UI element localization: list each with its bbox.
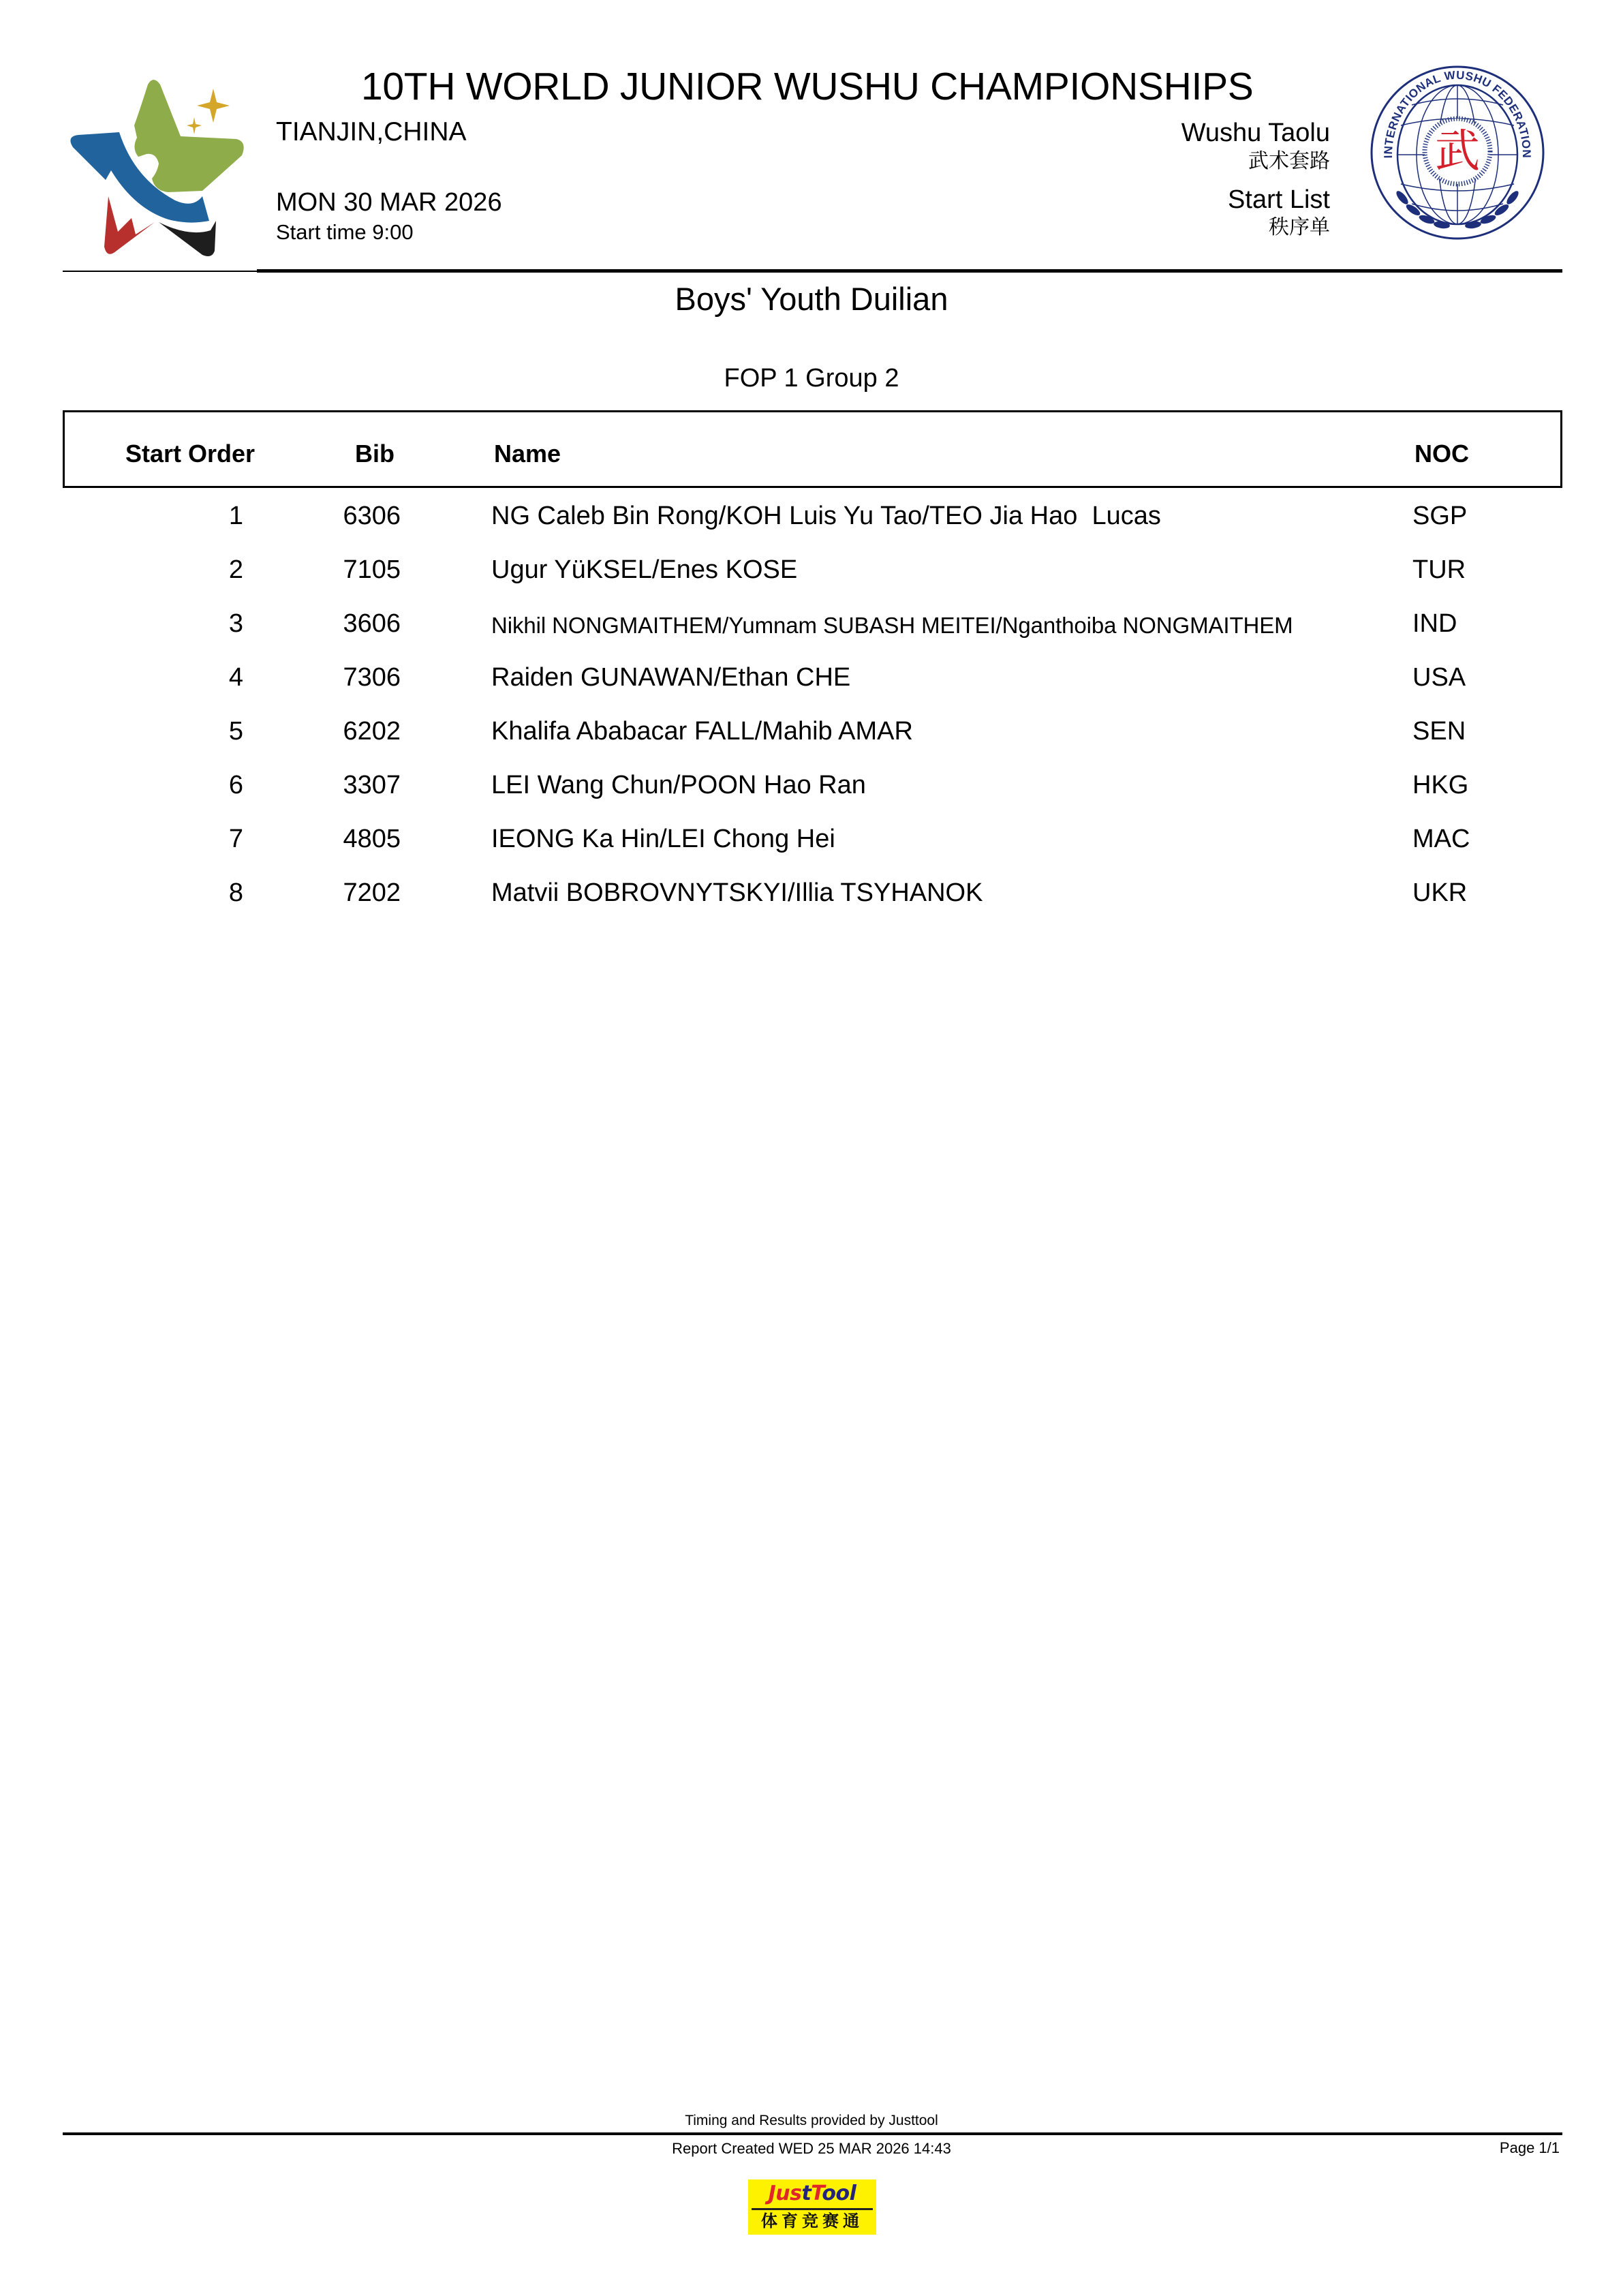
justtool-chinese-name: 体育竞赛通 [761,2211,863,2231]
athlete-names: Raiden GUNAWAN/Ethan CHE [491,663,851,692]
bib: 7105 [343,555,401,584]
championship-title: 10TH WORLD JUNIOR WUSHU CHAMPIONSHIPS [361,65,1254,108]
athlete-names: Matvii BOBROVNYTSKYI/Illia TSYHANOK [491,878,983,907]
table-row [0,877,1623,931]
noc: IND [1412,609,1457,638]
bib: 7306 [343,663,401,692]
event-logo [66,76,253,259]
start-order: 4 [228,663,243,692]
table-row [0,823,1623,877]
iwuf-emblem [1368,64,1547,241]
noc: SEN [1412,717,1466,746]
noc: UKR [1412,878,1468,907]
column-header-name: Name [494,440,561,468]
competition-date: MON 30 MAR 2026 [276,188,502,217]
table-row [0,608,1623,662]
bib: 3606 [343,609,401,638]
athlete-names: LEI Wang Chun/POON Hao Ran [491,771,866,799]
logo-sparkle-small [187,117,202,134]
logo-green-shape [134,80,244,192]
logo-sparkle-large [197,89,230,123]
timing-provider: Timing and Results provided by Justtool [685,2113,938,2128]
emblem-ring-text: INTERNATIONAL WUSHU FEDERATION [1381,68,1534,159]
discipline-chinese: 武术套路 [1248,150,1330,172]
discipline: Wushu Taolu [1181,119,1330,147]
table-row [0,554,1623,608]
athlete-names: IEONG Ka Hin/LEI Chong Hei [491,825,835,853]
bib: 6202 [343,717,401,746]
athlete-names: NG Caleb Bin Rong/KOH Luis Yu Tao/TEO Jia Hao Lucas [491,502,1161,530]
column-header-bib: Bib [355,440,395,468]
justtool-wordmark: JustTool [768,2182,856,2205]
bib: 7202 [343,878,401,907]
column-header-noc: NOC [1415,440,1469,468]
noc: MAC [1412,825,1470,853]
athlete-names: Nikhil NONGMAITHEM/Yumnam SUBASH MEITEI/Nganthoiba NONGMAITHEM [491,613,1293,638]
start-order: 3 [228,609,243,638]
bib: 4805 [343,825,401,853]
noc: USA [1412,663,1466,692]
report-created: Report Created WED 25 MAR 2026 14:43 [672,2140,951,2157]
noc: HKG [1412,771,1469,799]
athlete-names: Khalifa Ababacar FALL/Mahib AMAR [491,717,913,746]
table-row [0,769,1623,823]
justtool-divider [752,2208,873,2210]
document-type-chinese: 秩序单 [1269,216,1330,239]
start-order: 7 [228,825,243,853]
table-row [0,500,1623,554]
page-number: Page 1/1 [1499,2139,1560,2156]
start-time: Start time 9:00 [276,220,414,244]
athlete-names: Ugur YüKSEL/Enes KOSE [491,555,798,584]
table-row [0,662,1623,716]
start-order: 5 [228,717,243,746]
noc: TUR [1412,555,1466,584]
emblem-wu-character: 武 [1435,125,1480,177]
fop-group: FOP 1 Group 2 [724,364,899,393]
start-order: 2 [228,555,243,584]
start-order: 1 [228,502,243,530]
table-header [63,410,1562,488]
justtool-logo [748,2179,876,2235]
event-name: Boys' Youth Duilian [675,281,948,317]
start-order: 8 [228,878,243,907]
document-type: Start List [1228,185,1330,214]
footer-divider [63,2132,1562,2135]
logo-black-shape [159,221,216,256]
venue: TIANJIN,CHINA [276,117,467,147]
start-order: 6 [228,771,243,799]
bib: 3307 [343,771,401,799]
bib: 6306 [343,502,401,530]
noc: SGP [1412,502,1468,530]
table-row [0,716,1623,769]
header-divider [257,269,1562,273]
column-header-start-order: Start Order [125,440,256,468]
header-divider-thin [63,271,257,272]
